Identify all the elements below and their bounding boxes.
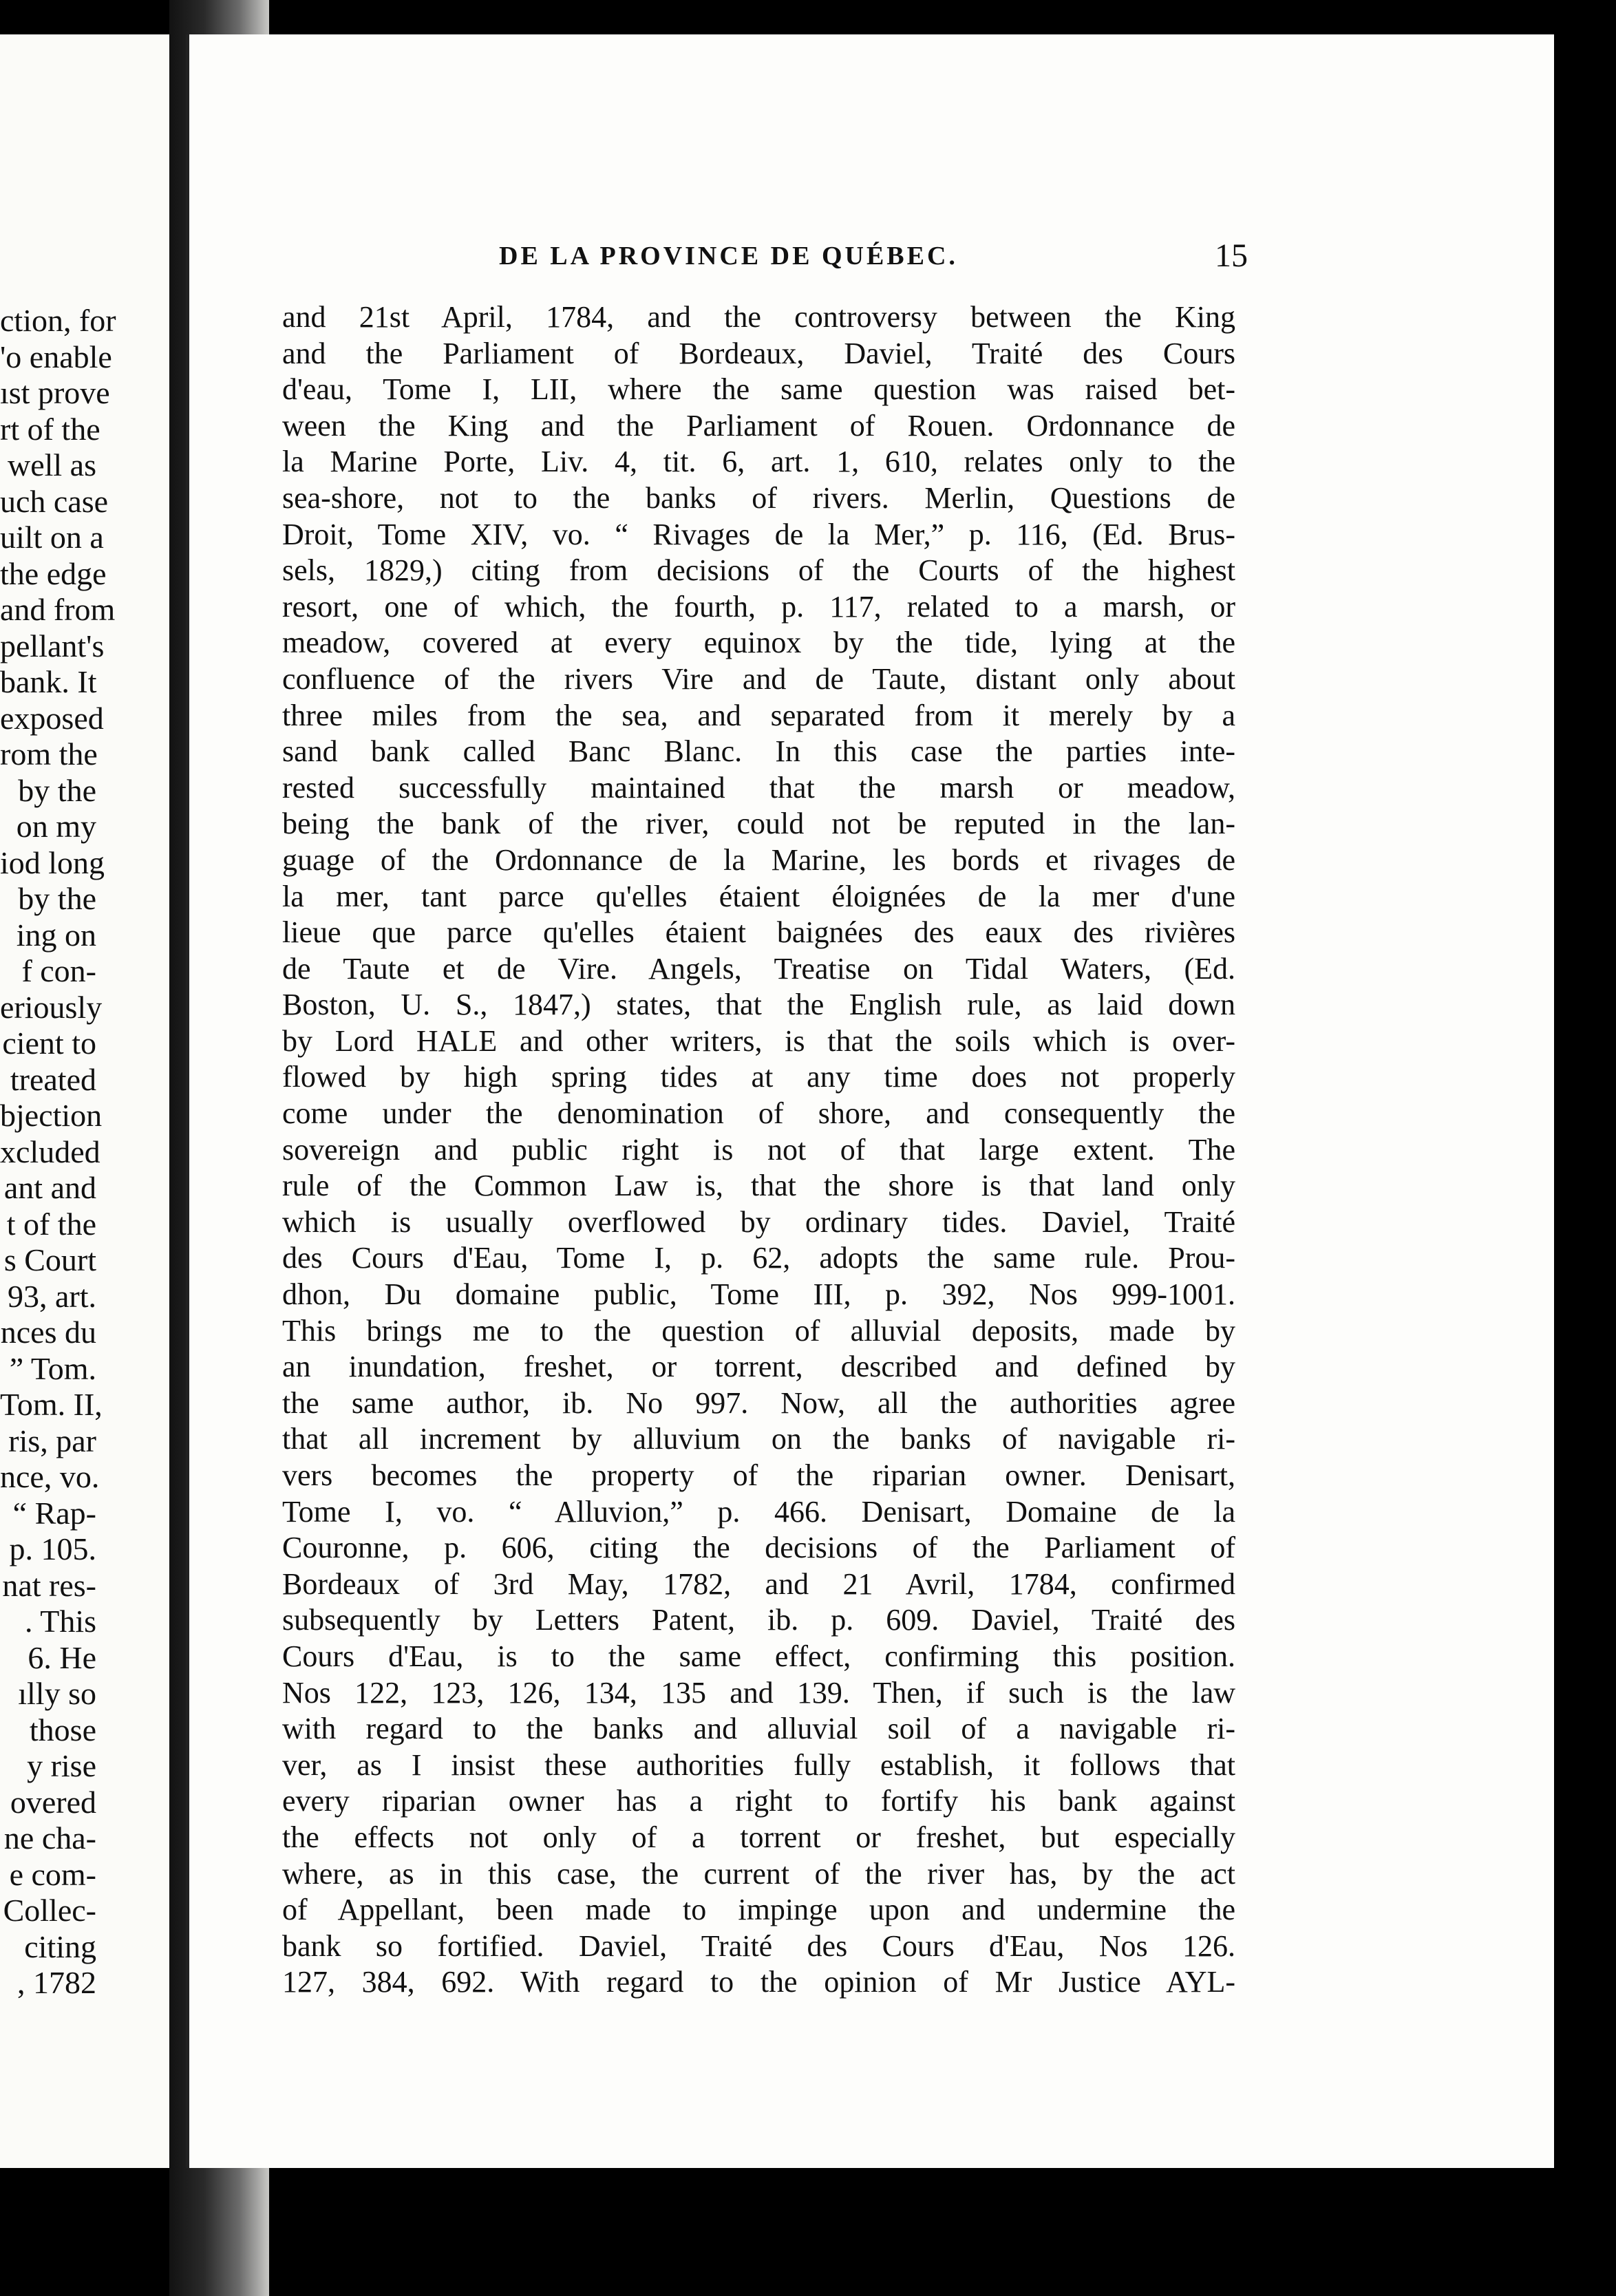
body-line: de Taute et de Vire. Angels, Treatise on Tidal Waters, (Ed. xyxy=(282,951,1235,986)
body-line: being the bank of the river, could not be reputed in the lan- xyxy=(282,807,1235,841)
left-fragment-line: f con- xyxy=(21,953,96,988)
body-line: Boston, U. S., 1847,) states, that the English rule, as laid down xyxy=(282,988,1235,1022)
left-fragment-line: xcluded xyxy=(0,1134,100,1169)
left-fragment-line: ction, for xyxy=(0,303,116,338)
running-title: DE LA PROVINCE DE QUÉBEC. xyxy=(499,242,958,270)
body-line: that all increment by alluvium on the banks of navigable ri- xyxy=(282,1422,1235,1456)
left-fragment-line: by the xyxy=(18,772,96,808)
body-line: which is usually overflowed by ordinary tides. Daviel, Traité xyxy=(282,1204,1235,1239)
left-fragment-line: t of the xyxy=(6,1206,96,1242)
body-line: la Marine Porte, Liv. 4, tit. 6, art. 1, 610, relates only to the xyxy=(282,445,1235,479)
left-fragment-line: e com- xyxy=(9,1856,96,1892)
left-fragment-line: overed xyxy=(10,1784,96,1820)
left-fragment-line: y rise xyxy=(27,1748,96,1783)
body-line: the effects not only of a torrent or freshet, but especially xyxy=(282,1820,1235,1854)
right-page xyxy=(186,34,1557,2168)
left-fragment-line: ne cha- xyxy=(3,1820,96,1856)
left-fragment-line: uch case xyxy=(0,483,109,519)
body-line: subsequently by Letters Patent, ib. p. 609. Daviel, Traité des xyxy=(282,1603,1235,1637)
left-fragment-line: s Court xyxy=(3,1242,96,1277)
body-line: and 21st April, 1784, and the controversy between the King xyxy=(282,300,1235,334)
body-line: Tome I, vo. “ Alluvion,” p. 466. Denisart, Domaine de la xyxy=(282,1494,1235,1529)
body-line: where, as in this case, the current of the river has, by the act xyxy=(282,1856,1235,1891)
body-line: 127, 384, 692. With regard to the opinion of Mr Justice AYL- xyxy=(282,1965,1235,1999)
left-fragment-line: p. 105. xyxy=(9,1531,96,1566)
body-line: vers becomes the property of the riparian owner. Denisart, xyxy=(282,1458,1235,1492)
left-fragment-line: Tom. II, xyxy=(0,1387,103,1422)
left-fragment-line: bank. It xyxy=(0,664,97,699)
left-fragment-line: cient to xyxy=(2,1025,96,1061)
body-line: the same author, ib. No 997. Now, all the authorities agree xyxy=(282,1385,1235,1420)
body-line: come under the denomination of shore, and consequently the xyxy=(282,1096,1235,1131)
body-line: flowed by high spring tides at any time does not properly xyxy=(282,1060,1235,1094)
left-fragment-line: by the xyxy=(18,881,96,916)
left-fragment-line: . This xyxy=(25,1604,96,1639)
left-fragment-line: “ Rap- xyxy=(12,1495,96,1531)
body-line: sels, 1829,) citing from decisions of the Courts of the highest xyxy=(282,553,1235,588)
body-line: bank so fortified. Daviel, Traité des Cours d'Eau, Nos 126. xyxy=(282,1928,1235,1963)
left-facing-page xyxy=(0,34,169,2168)
running-head xyxy=(189,237,1557,282)
left-fragment-line: nce, vo. xyxy=(0,1459,100,1494)
page-edge-shadow xyxy=(1554,34,1616,2168)
left-fragment-line: exposed xyxy=(0,700,104,736)
body-line: Nos 122, 123, 126, 134, 135 and 139. Then, if such is the law xyxy=(282,1675,1235,1710)
left-fragment-line: ” Tom. xyxy=(9,1350,96,1386)
left-fragment-line: ıst prove xyxy=(0,375,110,410)
left-fragment-line: , 1782 xyxy=(17,1965,96,2000)
left-fragment-line: and from xyxy=(0,592,116,627)
body-line: Couronne, p. 606, citing the decisions of the Parliament of xyxy=(282,1531,1235,1565)
left-fragment-line: 6. He xyxy=(28,1639,96,1675)
left-fragment-line: ing on xyxy=(16,917,96,953)
left-fragment-line: rt of the xyxy=(0,411,100,447)
left-fragment-line: eriously xyxy=(0,989,103,1025)
body-line: resort, one of which, the fourth, p. 117, related to a marsh, or xyxy=(282,589,1235,624)
left-fragment-line: ris, par xyxy=(8,1423,96,1458)
body-line: Bordeaux of 3rd May, 1782, and 21 Avril, 1784, confirmed xyxy=(282,1566,1235,1601)
body-line: of Appellant, been made to impinge upon and undermine the xyxy=(282,1893,1235,1927)
left-fragment-line: iod long xyxy=(0,844,105,880)
left-fragment-line: pellant's xyxy=(0,628,105,663)
left-fragment-line: treated xyxy=(10,1061,96,1097)
body-line: ver, as I insist these authorities fully establish, it follows that xyxy=(282,1747,1235,1782)
body-line: d'eau, Tome I, LII, where the same question was raised bet- xyxy=(282,372,1235,407)
left-fragment-line: ant and xyxy=(3,1170,96,1205)
body-line: guage of the Ordonnance de la Marine, les bords et rivages de xyxy=(282,842,1235,877)
left-fragment-line: 93, art. xyxy=(7,1278,96,1314)
left-fragment-line: Collec- xyxy=(3,1893,96,1928)
left-fragment-line: those xyxy=(29,1712,96,1747)
page-number: 15 xyxy=(1215,237,1248,274)
body-line: meadow, covered at every equinox by the tide, lying at the xyxy=(282,626,1235,660)
body-line: rested successfully maintained that the marsh or meadow, xyxy=(282,770,1235,805)
left-fragment-line: well as xyxy=(7,447,96,482)
body-line: with regard to the banks and alluvial soil of a navigable ri- xyxy=(282,1712,1235,1746)
body-text xyxy=(282,299,1235,2001)
body-line: dhon, Du domaine public, Tome III, p. 392, Nos 999-1001. xyxy=(282,1277,1235,1312)
left-fragment-line: on my xyxy=(16,809,96,844)
body-line: an inundation, freshet, or torrent, described and defined by xyxy=(282,1350,1235,1384)
body-line: sand bank called Banc Blanc. In this case the parties inte- xyxy=(282,734,1235,769)
left-fragment-line: ılly so xyxy=(18,1676,96,1711)
left-fragment-line: bjection xyxy=(0,1098,103,1133)
left-fragment-line: rom the xyxy=(0,736,98,772)
body-line: by Lord HALE and other writers, is that the soils which is over- xyxy=(282,1023,1235,1058)
body-line: ween the King and the Parliament of Rouen. Ordonnance de xyxy=(282,408,1235,443)
body-line: lieue que parce qu'elles étaient baignées des eaux des rivières xyxy=(282,915,1235,950)
left-page-text-fragments xyxy=(0,303,116,2001)
body-line: des Cours d'Eau, Tome I, p. 62, adopts the same rule. Prou- xyxy=(282,1241,1235,1275)
body-line: Droit, Tome XIV, vo. “ Rivages de la Mer,” p. 116, (Ed. Brus- xyxy=(282,517,1235,551)
body-line: confluence of the rivers Vire and de Taute, distant only about xyxy=(282,661,1235,696)
left-fragment-line: uilt on a xyxy=(0,520,104,555)
left-fragment-line: the edge xyxy=(0,555,107,591)
body-line: three miles from the sea, and separated from it merely by a xyxy=(282,698,1235,732)
body-line: sea-shore, not to the banks of rivers. Merlin, Questions de xyxy=(282,480,1235,515)
left-fragment-line: citing xyxy=(24,1928,96,1964)
body-line: la mer, tant parce qu'elles étaient éloignées de la mer d'une xyxy=(282,879,1235,913)
body-line: and the Parliament of Bordeaux, Daviel, Traité des Cours xyxy=(282,336,1235,370)
left-fragment-line: nat res- xyxy=(2,1567,96,1603)
body-line: This brings me to the question of alluvial deposits, made by xyxy=(282,1313,1235,1348)
body-line: sovereign and public right is not of that large extent. The xyxy=(282,1132,1235,1167)
left-fragment-line: 'o enable xyxy=(0,339,112,374)
body-line: rule of the Common Law is, that the shore is that land only xyxy=(282,1169,1235,1203)
left-fragment-line: nces du xyxy=(0,1315,96,1350)
body-line: Cours d'Eau, is to the same effect, confirming this position. xyxy=(282,1639,1235,1673)
body-line: every riparian owner has a right to fortify his bank against xyxy=(282,1784,1235,1818)
